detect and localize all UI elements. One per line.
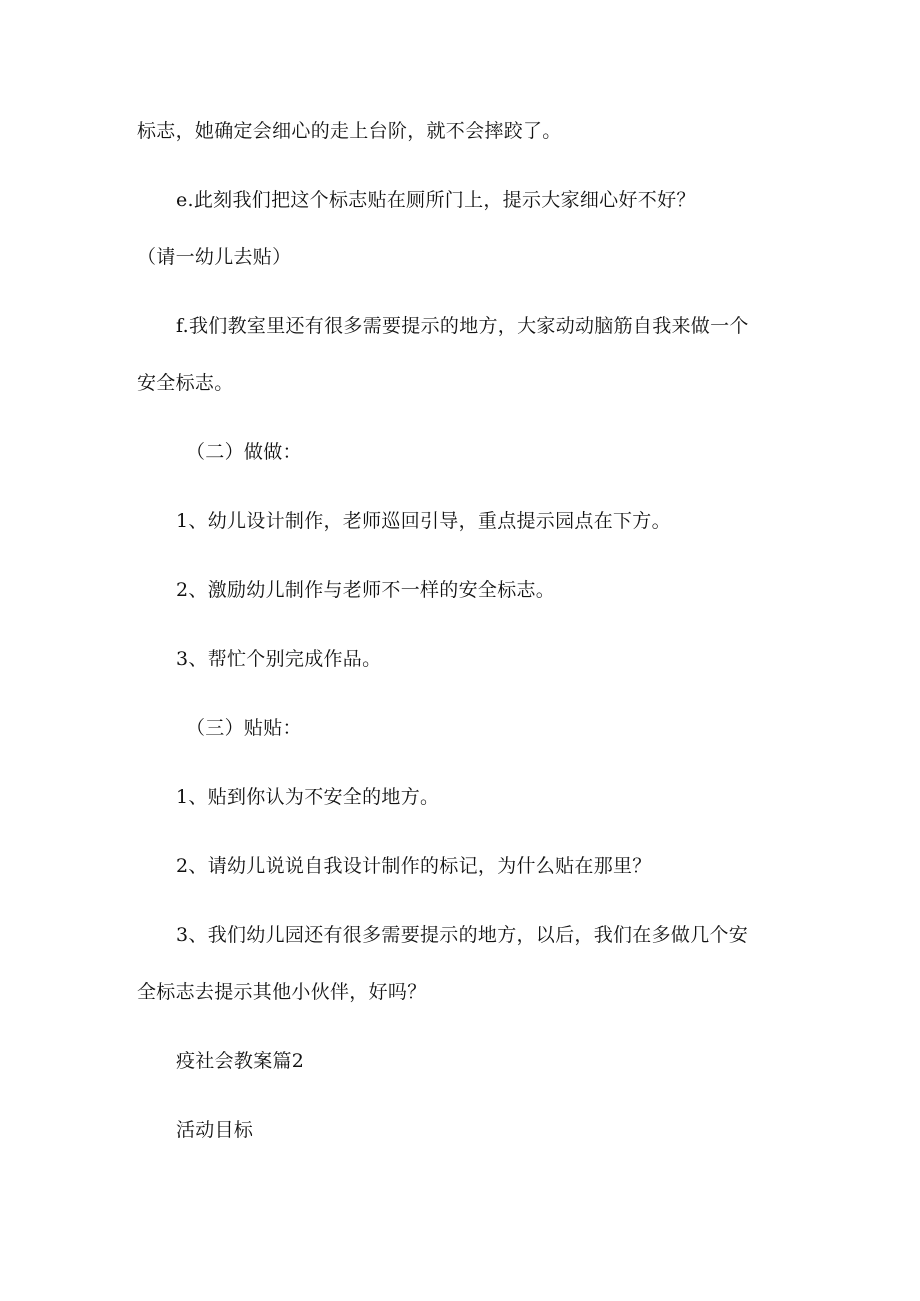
list-item: 3、我们幼儿园还有很多需要提示的地方，以后，我们在多做几个安 [176, 924, 749, 946]
section-heading: （二）做做： [186, 441, 302, 463]
list-item: 1、贴到你认为不安全的地方。 [176, 786, 440, 808]
paragraph-line: 全标志去提示其他小伙伴，好吗？ [137, 981, 427, 1003]
list-item: 3、帮忙个别完成作品。 [176, 648, 382, 670]
list-item: 2、激励幼儿制作与老师不一样的安全标志。 [176, 579, 556, 601]
section-title: 活动目标 [176, 1119, 254, 1141]
section-title: 疫社会教案篇2 [176, 1050, 305, 1072]
list-item: 1、幼儿设计制作，老师巡回引导，重点提示园点在下方。 [176, 510, 671, 532]
list-item: 2、请幼儿说说自我设计制作的标记，为什么贴在那里？ [176, 855, 652, 877]
paragraph-line: e.此刻我们把这个标志贴在厕所门上，提示大家细心好不好？ [176, 189, 696, 211]
paragraph-line: 标志，她确定会细心的走上台阶，就不会摔跤了。 [137, 120, 562, 142]
paragraph-line: （请一幼儿去贴） [137, 246, 292, 268]
paragraph-line: 安全标志。 [137, 372, 234, 394]
section-heading: （三）贴贴： [186, 717, 302, 739]
paragraph-line: f.我们教室里还有很多需要提示的地方，大家动动脑筋自我来做一个 [176, 315, 749, 337]
